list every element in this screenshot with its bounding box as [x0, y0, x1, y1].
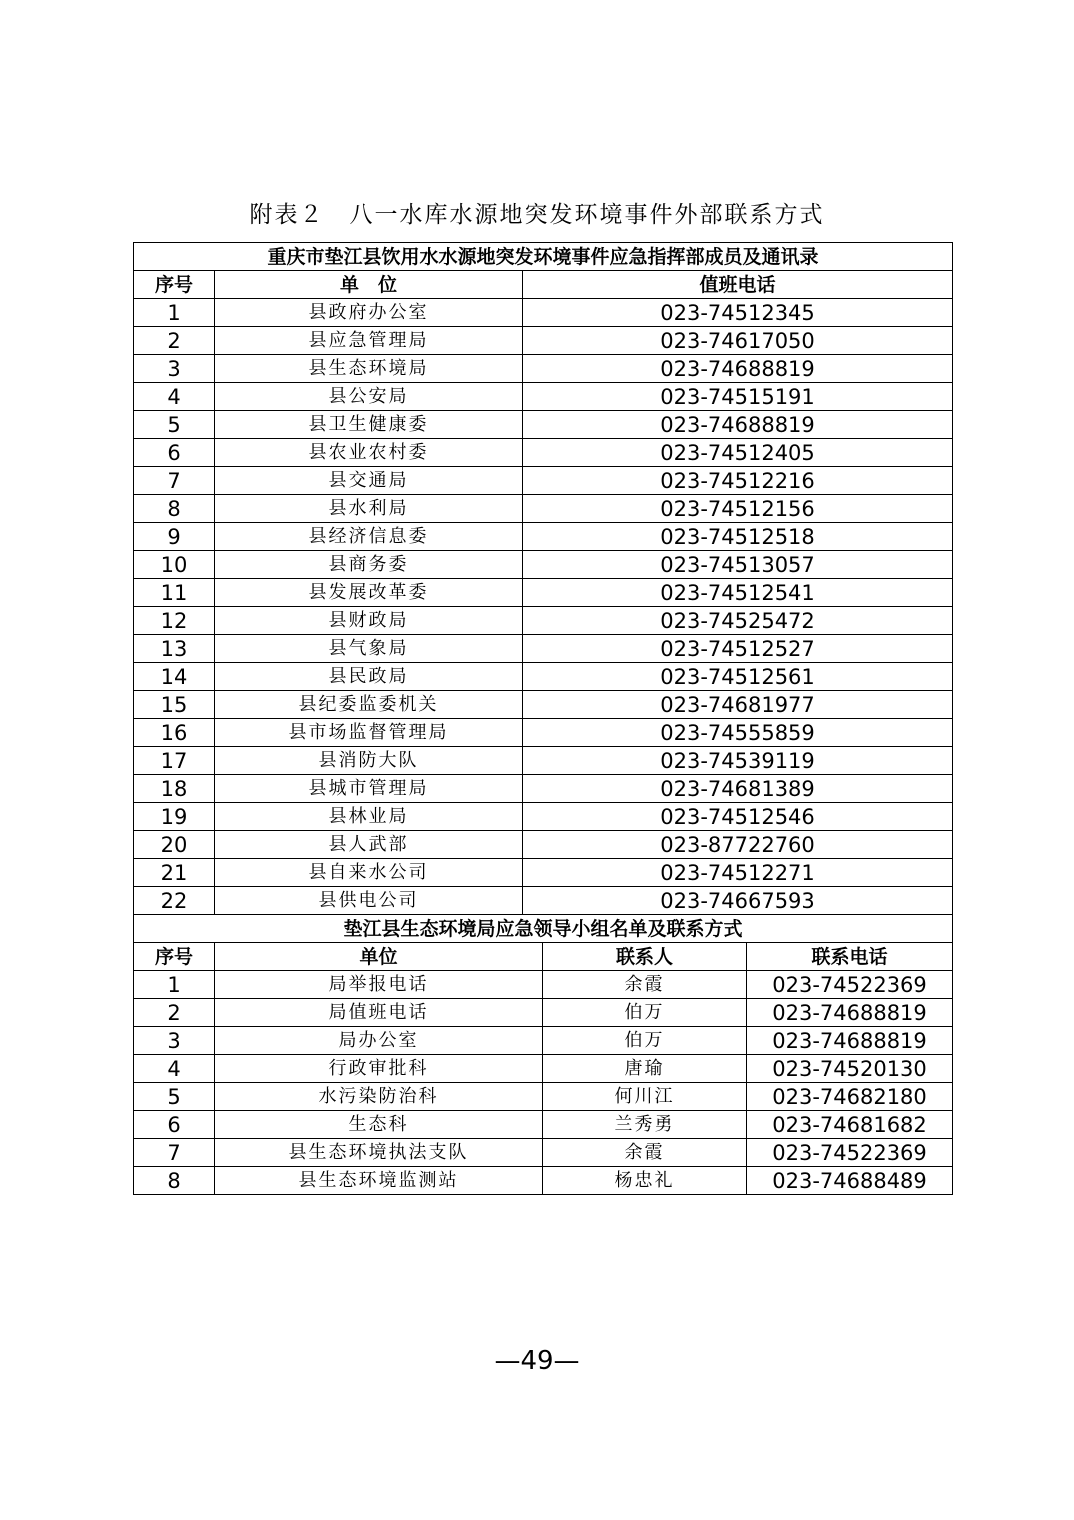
row-unit: 县公安局	[215, 383, 523, 411]
table-header-row	[134, 943, 953, 971]
emergency-command-table	[133, 242, 953, 915]
row-unit: 县自来水公司	[215, 859, 523, 887]
row-index: 10	[134, 551, 215, 579]
row-phone: 023-74512561	[523, 663, 953, 691]
row-phone: 023-74512527	[523, 635, 953, 663]
row-phone: 023-74688489	[747, 1167, 953, 1195]
row-phone: 023-74512345	[523, 299, 953, 327]
row-unit: 县政府办公室	[215, 299, 523, 327]
row-unit: 县消防大队	[215, 747, 523, 775]
row-phone: 023-74539119	[523, 747, 953, 775]
row-unit: 县民政局	[215, 663, 523, 691]
row-phone: 023-74617050	[523, 327, 953, 355]
row-index: 6	[134, 1111, 215, 1139]
row-phone: 023-74681977	[523, 691, 953, 719]
row-unit: 县农业农村委	[215, 439, 523, 467]
leadership-group-table	[133, 915, 953, 1195]
row-index: 19	[134, 803, 215, 831]
row-index: 21	[134, 859, 215, 887]
row-phone: 023-74515191	[523, 383, 953, 411]
row-phone: 023-74522369	[747, 1139, 953, 1167]
row-unit: 县发展改革委	[215, 579, 523, 607]
row-index: 14	[134, 663, 215, 691]
row-unit: 县纪委监委机关	[215, 691, 523, 719]
row-index: 16	[134, 719, 215, 747]
row-contact: 余霞	[543, 971, 747, 999]
row-phone: 023-74688819	[523, 355, 953, 383]
page-number: —49—	[494, 1346, 580, 1376]
row-contact: 余霞	[543, 1139, 747, 1167]
row-index: 2	[134, 327, 215, 355]
table-row	[134, 1083, 953, 1111]
section-title-command: 重庆市垫江县饮用水水源地突发环境事件应急指挥部成员及通讯录	[134, 243, 953, 271]
row-index: 1	[134, 299, 215, 327]
row-phone: 023-74688819	[747, 1027, 953, 1055]
row-phone: 023-74681389	[523, 775, 953, 803]
row-unit: 县卫生健康委	[215, 411, 523, 439]
row-index: 6	[134, 439, 215, 467]
row-phone: 023-74512546	[523, 803, 953, 831]
row-index: 3	[134, 1027, 215, 1055]
table-row	[134, 691, 953, 719]
table-row	[134, 579, 953, 607]
table-row	[134, 1139, 953, 1167]
table-row	[134, 999, 953, 1027]
row-index: 4	[134, 1055, 215, 1083]
header-unit: 单 位	[215, 271, 523, 299]
row-unit: 县人武部	[215, 831, 523, 859]
row-phone: 023-74555859	[523, 719, 953, 747]
table-row	[134, 327, 953, 355]
row-unit: 县供电公司	[215, 887, 523, 915]
row-phone: 023-74512518	[523, 523, 953, 551]
table-row	[134, 411, 953, 439]
table-row	[134, 719, 953, 747]
table-row	[134, 607, 953, 635]
row-unit: 局办公室	[215, 1027, 543, 1055]
table-row	[134, 747, 953, 775]
row-phone: 023-74512216	[523, 467, 953, 495]
row-index: 18	[134, 775, 215, 803]
row-index: 7	[134, 1139, 215, 1167]
row-phone: 023-74682180	[747, 1083, 953, 1111]
table-row	[134, 803, 953, 831]
row-phone: 023-74522369	[747, 971, 953, 999]
header-contact: 联系人	[543, 943, 747, 971]
table-row	[134, 887, 953, 915]
row-unit: 县生态环境局	[215, 355, 523, 383]
row-phone: 023-74688819	[523, 411, 953, 439]
row-index: 8	[134, 1167, 215, 1195]
row-unit: 县城市管理局	[215, 775, 523, 803]
row-contact: 何川江	[543, 1083, 747, 1111]
row-unit: 县交通局	[215, 467, 523, 495]
table-row	[134, 1055, 953, 1083]
table-row	[134, 523, 953, 551]
row-index: 2	[134, 999, 215, 1027]
table-row	[134, 439, 953, 467]
row-index: 22	[134, 887, 215, 915]
row-unit: 县商务委	[215, 551, 523, 579]
table-row	[134, 1111, 953, 1139]
row-phone: 023-74512541	[523, 579, 953, 607]
table-row	[134, 635, 953, 663]
row-contact: 唐瑜	[543, 1055, 747, 1083]
row-index: 8	[134, 495, 215, 523]
row-index: 7	[134, 467, 215, 495]
row-unit: 县水利局	[215, 495, 523, 523]
row-index: 20	[134, 831, 215, 859]
row-index: 3	[134, 355, 215, 383]
row-index: 5	[134, 411, 215, 439]
row-phone: 023-74512405	[523, 439, 953, 467]
table-row	[134, 1167, 953, 1195]
table-row	[134, 775, 953, 803]
row-phone: 023-74525472	[523, 607, 953, 635]
row-unit: 局值班电话	[215, 999, 543, 1027]
row-index: 9	[134, 523, 215, 551]
row-unit: 生态科	[215, 1111, 543, 1139]
header-index: 序号	[134, 943, 215, 971]
row-phone: 023-87722760	[523, 831, 953, 859]
row-phone: 023-74667593	[523, 887, 953, 915]
row-phone: 023-74681682	[747, 1111, 953, 1139]
row-phone: 023-74512271	[523, 859, 953, 887]
table-header-row	[134, 271, 953, 299]
row-contact: 伯万	[543, 1027, 747, 1055]
row-index: 12	[134, 607, 215, 635]
header-contact-phone: 联系电话	[747, 943, 953, 971]
table-row	[134, 859, 953, 887]
row-phone: 023-74512156	[523, 495, 953, 523]
table-row	[134, 383, 953, 411]
row-index: 11	[134, 579, 215, 607]
table-row	[134, 1027, 953, 1055]
table-row	[134, 355, 953, 383]
section-title-leadership: 垫江县生态环境局应急领导小组名单及联系方式	[134, 915, 953, 943]
row-unit: 县财政局	[215, 607, 523, 635]
table-row	[134, 551, 953, 579]
table-row	[134, 831, 953, 859]
table-row	[134, 299, 953, 327]
row-unit: 行政审批科	[215, 1055, 543, 1083]
row-unit: 县市场监督管理局	[215, 719, 523, 747]
row-unit: 县应急管理局	[215, 327, 523, 355]
row-unit: 县生态环境监测站	[215, 1167, 543, 1195]
row-index: 4	[134, 383, 215, 411]
row-phone: 023-74688819	[747, 999, 953, 1027]
row-contact: 杨忠礼	[543, 1167, 747, 1195]
row-unit: 局举报电话	[215, 971, 543, 999]
table-row	[134, 971, 953, 999]
row-unit: 县气象局	[215, 635, 523, 663]
row-contact: 伯万	[543, 999, 747, 1027]
table-row	[134, 495, 953, 523]
header-unit: 单位	[215, 943, 543, 971]
row-index: 1	[134, 971, 215, 999]
row-unit: 县经济信息委	[215, 523, 523, 551]
row-contact: 兰秀勇	[543, 1111, 747, 1139]
row-phone: 023-74513057	[523, 551, 953, 579]
header-duty-phone: 值班电话	[523, 271, 953, 299]
row-index: 5	[134, 1083, 215, 1111]
row-unit: 县林业局	[215, 803, 523, 831]
page-title: 附表２ 八一水库水源地突发环境事件外部联系方式	[249, 202, 825, 228]
row-unit: 水污染防治科	[215, 1083, 543, 1111]
table-row	[134, 663, 953, 691]
table-row	[134, 467, 953, 495]
row-index: 13	[134, 635, 215, 663]
header-index: 序号	[134, 271, 215, 299]
row-unit: 县生态环境执法支队	[215, 1139, 543, 1167]
row-index: 15	[134, 691, 215, 719]
row-phone: 023-74520130	[747, 1055, 953, 1083]
row-index: 17	[134, 747, 215, 775]
